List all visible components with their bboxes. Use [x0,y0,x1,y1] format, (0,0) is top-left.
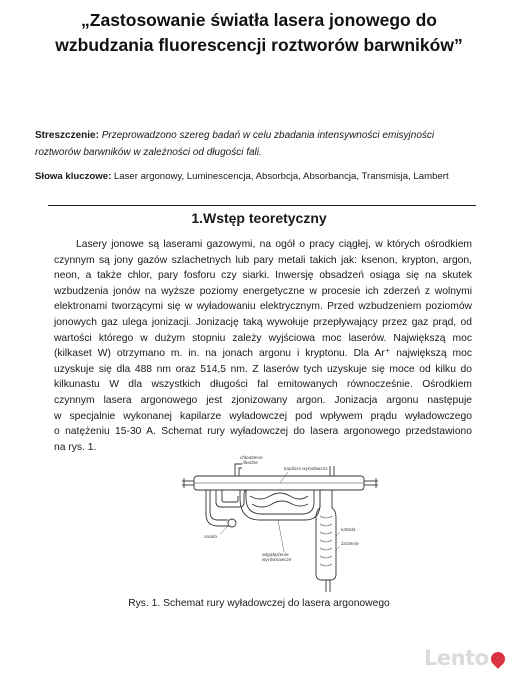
label-anode: anoda [204,534,218,539]
watermark-logo [424,646,489,670]
section-divider [48,205,476,206]
body-line: uzyskuje się dla 488 nm oraz 514,5 nm. Z laserów tych uzyskuje się moce od kilku do [54,363,472,375]
body-line: elektronami tworzącymi się w wyładowaniu elektrycznym. Przed wzbudzeniem poziomów [54,301,472,313]
document-title [20,8,498,58]
body-line: czynnym są jony gazów szlachetnych lub pary metali takich jak: ksenon, krypton, argon, [54,254,472,266]
body-line: czynnym lasera argonowego jest zjonizowany argon. Jonizacja argonu następuje [54,394,472,406]
body-line: wzbudzenia jonów na wyższe poziomy energetyczne w procesie ich zderzeń z wolnymi [54,285,472,297]
laser-tube-figure [180,452,380,602]
section-title: 1.Wstęp teoretyczny [191,210,327,226]
title-line-2: wzbudzania fluorescencji roztworów barwników” [55,35,463,55]
discharge-tube-schematic [180,452,380,602]
abstract-text-1: Przeprowadzono szereg badań w celu zbadania intensywności emisyjności [101,130,435,141]
abstract [35,127,487,161]
figure-caption: Rys. 1. Schemat rury wyładowczej do lasera argonowego [128,598,390,609]
body-line: w specjalnie wykonanej kapilarze wyładowczej pod wpływem prądu wyładowczego [54,410,472,422]
label-bypass: odgałęzienie [262,552,289,557]
label-cooling: chłodzenie [240,455,263,460]
body-line: (kilkaset W) otrzymano m. in. na jonach argonu i kryptonu. Dla Ar⁺ największą moc [54,348,472,360]
label-heater: żarzenie [341,541,359,546]
body-line: kilkunastu W dla wszystkich długości fal emitowanych równocześnie. Ośrodkiem [54,379,472,391]
body-line: jonowych gaz ulega jonizacji. Jonizację taką wywołuje przepływający przez gaz prąd, od [54,316,472,328]
title-line-1: „Zastosowanie światła lasera jonowego do [81,10,437,30]
abstract-label: Streszczenie: [35,130,99,141]
watermark-text: Lento [424,646,489,670]
label-equalizing: wyrównawcze [262,557,292,562]
label-water: wodne [244,460,258,465]
abstract-text-2: roztworów barwników w zależności od długości fali. [35,147,262,158]
body-line: neon, a także chlor, pary fosforu czy siarki. Inwersję obsadzeń osiąga się na skutek [54,270,472,282]
location-pin-icon [488,649,508,669]
label-cathode: katoda [341,527,356,532]
body-line: o natężeniu 15-30 A. Schemat rury wyładowczej do lasera argonowego przedstawiono [54,426,472,438]
keywords-text: Laser argonowy, Luminescencja, Absorbcja, Absorbancja, Transmisja, Lambert [113,171,449,182]
cathode-coil [320,516,332,566]
body-line: Lasery jonowe są laserami gazowymi, na ogół o pracy ciągłej, w których ośrodkiem [76,239,472,250]
keywords [35,170,495,184]
keywords-label: Słowa kluczowe: [35,171,112,182]
body-line: na rys. 1. [54,441,97,453]
label-capillary: kapilara wyładowcza [284,466,328,471]
body-line: wartości którego w dużym stopniu zależy wyjściowa moc laserów. Największą moc [54,332,472,344]
body-paragraph [54,237,472,455]
